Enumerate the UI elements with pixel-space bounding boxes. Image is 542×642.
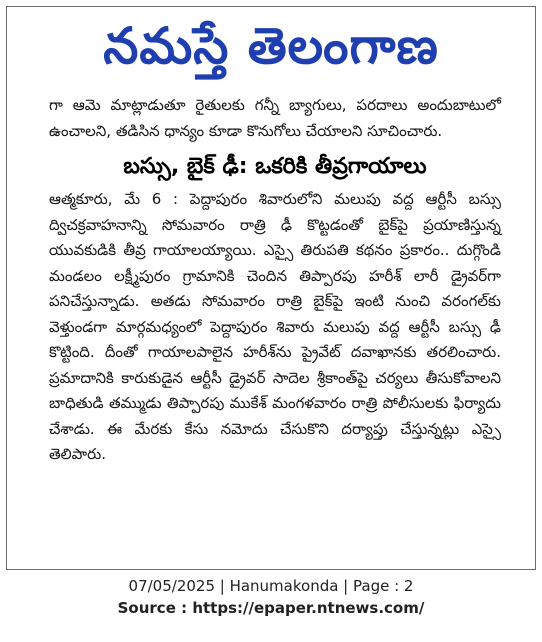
newspaper-clipping (6, 6, 536, 570)
masthead-title: నమస్తే తెలంగాణ (103, 17, 439, 75)
article-body: ఆత్మకూరు, మే 6 : పెద్దాపురం శివారులోని మలుపు వద్ద ఆర్టీసీ బస్సు ద్విచక్రవాహనాన్ని సోమవారం రాత్రి ఢీ కొట్టడంతో బైక్‌పై ప్రయాణిస్తున్న యువకుడికి తీవ్ర గాయాలయ్యాయి. ఎస్సై తిరుపతి కథనం ప్రకారం.. దుగ్గొండి మండలం లక్ష్మీపురం గ్రామానికి చెందిన తిప్పారపు హరీశ్ లారీ డ్రైవర్‌గా పనిచేస్తున్నాడు. అతడు సోమవారం రాత్రి బైక్‌పై ఇంటి నుంచి వరంగల్‌కు వెళ్తుండగా మార్గమధ్యంలో పెద్దాపురం శివారు మలుపు వద్ద ఆర్టీసీ బస్సు ఢీ కొట్టింది. దీంతో గాయాలపాలైన హరీశ్‌ను ప్రైవేట్ దవాఖానకు తరలించారు. ప్రమాదానికి కారుకుడైన ఆర్టీసీ డ్రైవర్ సాదెల శ్రీకాంత్‌పై చర్యలు తీసుకోవాలని బాధితుడి తమ్ముడు తిప్పారపు ముకేశ్ మంగళవారం రాత్రి పోలీసులకు ఫిర్యాదు చేశాడు. ఈ మేరకు కేసు నమోదు చేసుకొని దర్యాప్తు చేస్తున్నట్లు ఎస్సై తెలిపారు. (49, 190, 501, 463)
clipping-footer (0, 575, 542, 619)
previous-article-tail: గా ఆమె మాట్లాడుతూ రైతులకు గన్నీ బ్యాగులు, పరదాలు అందుబాటులో ఉంచాలని, తడిసిన ధాన్యం కూడా కొనుగోలు చేయాలని సూచించారు. (49, 96, 501, 140)
next-article-headline-cut (127, 555, 457, 569)
date-edition-line: 07/05/2025 | Hanumakonda | Page : 2 (128, 577, 414, 595)
source-line: Source : https://epaper.ntnews.com/ (117, 599, 425, 617)
masthead (7, 7, 535, 85)
article-column (49, 93, 501, 468)
article-headline: బస్సు, బైక్ ఢీ: ఒకరికి తీవ్రగాయాలు (123, 154, 427, 179)
